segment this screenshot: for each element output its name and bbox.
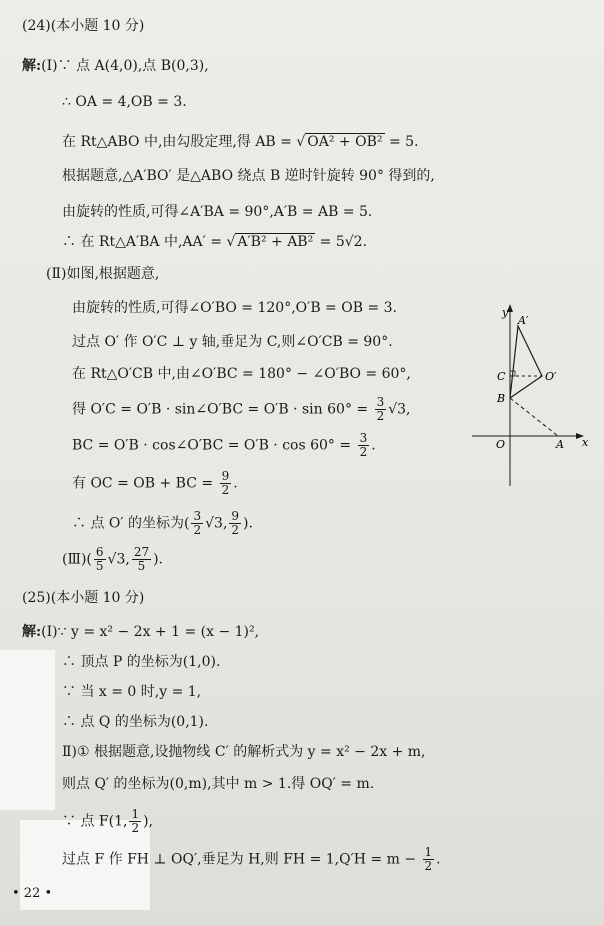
denominator: 2 bbox=[231, 523, 240, 537]
q25-line2: ∴ 顶点 P 的坐标为(1,0). bbox=[62, 654, 221, 670]
q24-l12a: 有 OC = OB + BC = bbox=[72, 475, 218, 492]
q24-l13a: ∴ 点 O′ 的坐标为( bbox=[72, 515, 190, 532]
solution-label: 解: bbox=[22, 624, 42, 640]
fraction bbox=[358, 432, 370, 459]
page-number: • 22 • bbox=[12, 886, 53, 901]
q24-heading: (24)(本小题 10 分) bbox=[22, 18, 145, 34]
q25-l8b: . bbox=[436, 851, 441, 868]
segment-BA bbox=[510, 398, 558, 436]
q24-line5: 由旋转的性质,可得∠A′BA = 90°,A′B = AB = 5. bbox=[62, 204, 373, 220]
q24-l3a: 在 Rt△ABO 中,由勾股定理,得 AB = bbox=[62, 134, 297, 150]
q24-line7: 由旋转的性质,可得∠O′BO = 120°,O′B = OB = 3. bbox=[72, 300, 397, 316]
denominator: 5 bbox=[137, 559, 146, 573]
numerator: 9 bbox=[231, 509, 240, 523]
q24-l3-sqrt: OA² + OB² bbox=[307, 134, 383, 150]
denominator: 2 bbox=[221, 483, 230, 497]
label-x: x bbox=[582, 436, 589, 449]
q24-line8: 过点 O′ 作 O′C ⊥ y 轴,垂足为 C,则∠O′CB = 90°. bbox=[72, 334, 393, 350]
fraction bbox=[220, 470, 232, 497]
denominator: 2 bbox=[131, 821, 140, 835]
q25-l7a: ∵ 点 F(1, bbox=[62, 813, 128, 830]
fraction bbox=[132, 546, 151, 573]
rotation-figure bbox=[470, 300, 595, 490]
numerator: 6 bbox=[95, 545, 104, 559]
numerator: 1 bbox=[424, 845, 433, 859]
q25-line8 bbox=[62, 846, 441, 873]
fraction bbox=[129, 808, 141, 835]
denominator: 2 bbox=[376, 409, 385, 423]
triangle-A-prime-B-O-prime bbox=[510, 326, 542, 398]
numerator: 1 bbox=[131, 807, 140, 821]
q25-part1 bbox=[22, 622, 259, 642]
q24-part1 bbox=[22, 56, 209, 76]
q25-line3: ∵ 当 x = 0 时,y = 1, bbox=[62, 684, 202, 700]
solution-label: 解: bbox=[22, 58, 42, 74]
q24-l11b: . bbox=[371, 437, 376, 454]
q24-line11 bbox=[72, 432, 376, 459]
denominator: 2 bbox=[193, 523, 202, 537]
q25-l7b: ), bbox=[143, 813, 153, 830]
q24-p3b: ). bbox=[153, 551, 164, 568]
numerator: 3 bbox=[193, 509, 202, 523]
numerator: 27 bbox=[133, 545, 150, 559]
numerator: 3 bbox=[376, 395, 385, 409]
numerator: 3 bbox=[359, 431, 368, 445]
q24-l6-sqrt: A′B² + AB² bbox=[237, 234, 314, 250]
label-C: C bbox=[497, 370, 506, 383]
q24-part3 bbox=[62, 546, 163, 573]
fraction bbox=[94, 546, 106, 573]
q24-line13 bbox=[72, 510, 253, 537]
q24-l10b: √3, bbox=[388, 401, 411, 418]
q24-line9: 在 Rt△O′CB 中,由∠O′BC = 180° − ∠O′BO = 60°, bbox=[72, 366, 411, 382]
denominator: 2 bbox=[359, 445, 368, 459]
q24-p3mid: √3, bbox=[107, 551, 130, 568]
q24-line12 bbox=[72, 470, 238, 497]
q25-line6: 则点 Q′ 的坐标为(0,m),其中 m > 1.得 OQ′ = m. bbox=[62, 776, 375, 792]
q24-line10 bbox=[72, 396, 411, 423]
denominator: 2 bbox=[424, 859, 433, 873]
label-A-prime: A′ bbox=[518, 314, 529, 327]
q25-line7 bbox=[62, 808, 153, 835]
q24-l3b: = 5. bbox=[384, 134, 419, 150]
label-B: B bbox=[497, 392, 506, 405]
q24-line2: ∴ OA = 4,OB = 3. bbox=[62, 94, 187, 110]
q24-l10a: 得 O′C = O′B · sin∠O′BC = O′B · sin 60° = bbox=[72, 401, 373, 418]
q24-l11a: BC = O′B · cos∠O′BC = O′B · cos 60° = bbox=[72, 437, 356, 454]
q25-heading: (25)(本小题 10 分) bbox=[22, 590, 145, 606]
q24-l6b: = 5√2. bbox=[315, 234, 368, 250]
q25-line5: Ⅱ)① 根据题意,设抛物线 C′ 的解析式为 y = x² − 2x + m, bbox=[62, 744, 426, 760]
q24-p1-text: (Ⅰ)∵ 点 A(4,0),点 B(0,3), bbox=[41, 58, 209, 74]
q24-l13mid: √3, bbox=[205, 515, 228, 532]
numerator: 9 bbox=[221, 469, 230, 483]
label-A: A bbox=[556, 438, 564, 451]
label-O: O bbox=[496, 438, 506, 451]
scan-patch bbox=[0, 650, 55, 810]
q25-line4: ∴ 点 Q 的坐标为(0,1). bbox=[62, 714, 209, 730]
q24-line6: ∴ 在 Rt△A′BA 中,AA′ = √ A′B² + AB² = 5√2. bbox=[62, 234, 368, 250]
q25-p1-text: (Ⅰ)∵ y = x² − 2x + 1 = (x − 1)², bbox=[41, 624, 260, 640]
fraction bbox=[423, 846, 435, 873]
q25-l8a: 过点 F 作 FH ⊥ OQ′,垂足为 H,则 FH = 1,Q′H = m − bbox=[62, 851, 421, 868]
q24-l12b: . bbox=[233, 475, 238, 492]
fraction bbox=[191, 510, 203, 537]
fraction bbox=[229, 510, 241, 537]
fraction bbox=[375, 396, 387, 423]
q24-l13b: ). bbox=[243, 515, 253, 532]
denominator: 5 bbox=[95, 559, 104, 573]
q24-p3a: (Ⅲ)( bbox=[62, 551, 92, 568]
q24-line3: 在 Rt△ABO 中,由勾股定理,得 AB = √ OA² + OB² = 5. bbox=[62, 134, 419, 150]
label-O-prime: O′ bbox=[545, 370, 557, 383]
q24-l6a: ∴ 在 Rt△A′BA 中,AA′ = bbox=[62, 234, 227, 250]
q24-part2: (Ⅱ)如图,根据题意, bbox=[46, 266, 160, 282]
label-y: y bbox=[502, 306, 509, 319]
q24-line4: 根据题意,△A′BO′ 是△ABO 绕点 B 逆时针旋转 90° 得到的, bbox=[62, 168, 435, 184]
